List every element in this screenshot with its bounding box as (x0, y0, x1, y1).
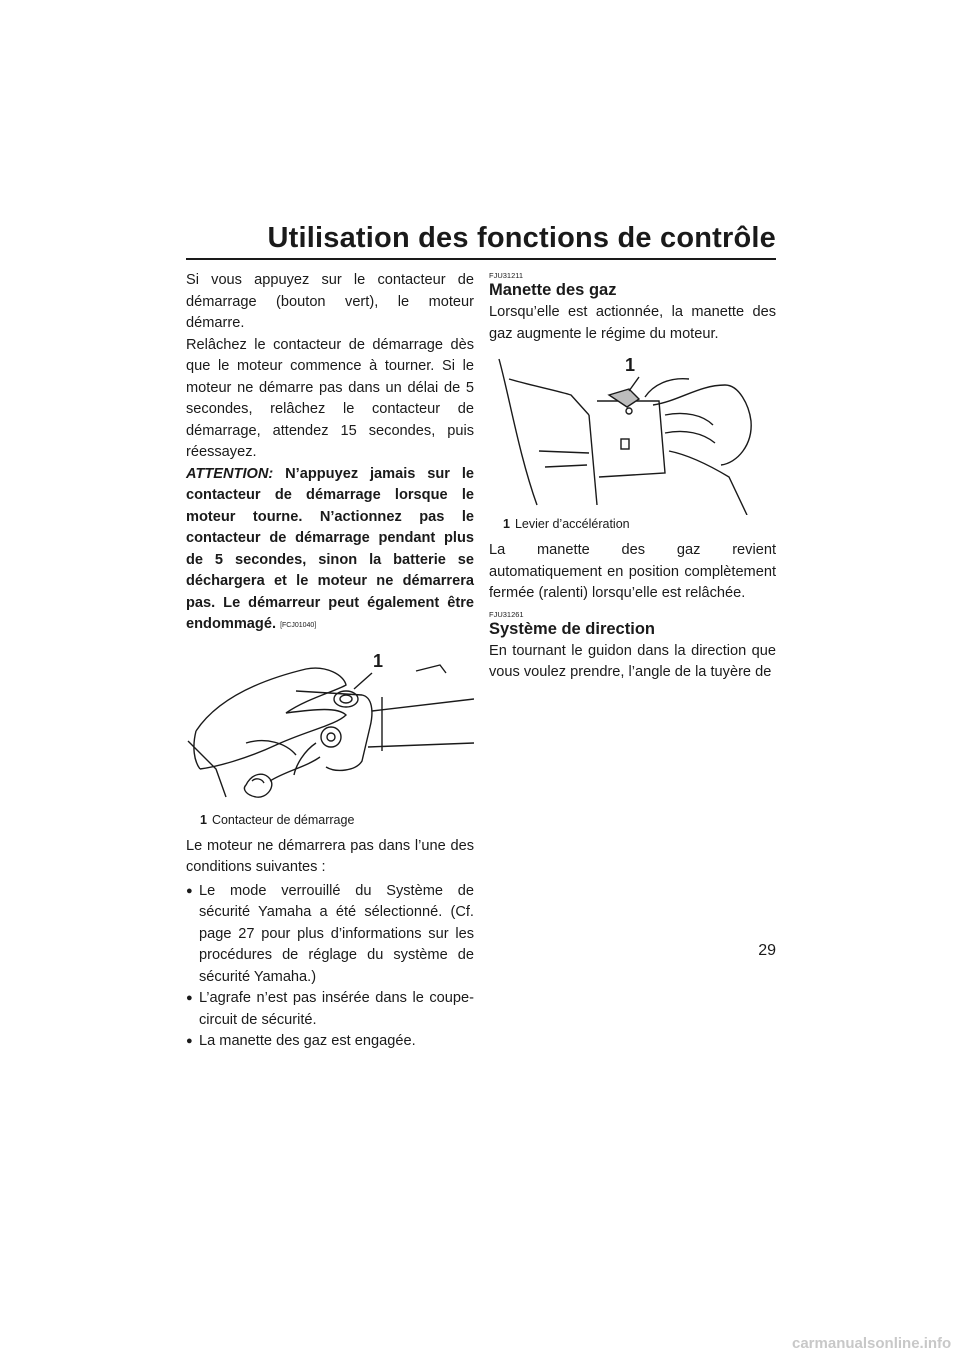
figure-throttle-lever (489, 355, 776, 532)
conditions-list (186, 881, 474, 1053)
start-switch-illustration (186, 651, 474, 811)
section-title-steering: Système de direction (489, 619, 655, 638)
figure2-caption-text: Levier d’accélération (514, 517, 630, 531)
intro-paragraph: Si vous appuyez sur le contacteur de démarrage (bouton vert), le moteur démarre. (186, 272, 474, 331)
section-code-throttle: FJU31211 (489, 271, 524, 280)
page-number: 29 (758, 942, 776, 959)
throttle-return-paragraph: La manette des gaz revient automatiquement en position complètement fermée (ralenti) lorsqu’elle est relâchée. (489, 542, 776, 601)
attention-code: [FCJ01040] (280, 622, 317, 629)
throttle-paragraph: Lorsqu’elle est actionnée, la manette des gaz augmente le régime du moteur. (489, 304, 776, 342)
figure2-callout: 1 (625, 355, 636, 375)
conditions-paragraph: Le moteur ne démarrera pas dans l’une des conditions suivantes : (186, 837, 474, 875)
figure-start-switch (186, 651, 474, 828)
section-code-steering: FJU31261 (489, 609, 524, 619)
section-title-throttle: Manette des gaz (489, 281, 617, 299)
figure1-caption-text: Contacteur de démarrage (211, 812, 355, 827)
figure1-callout: 1 (373, 650, 384, 671)
attention-block (186, 464, 474, 637)
figure2-caption-number: 1 (503, 517, 510, 531)
figure1-caption (200, 813, 474, 828)
left-column (186, 270, 474, 1053)
title-rule (186, 258, 776, 260)
attention-label: ATTENTION: (186, 465, 274, 482)
list-item: ● La manette des gaz est engagée. (186, 1031, 474, 1053)
right-column (489, 272, 776, 684)
steering-paragraph: En tournant le guidon dans la direction que vous voulez prendre, l’angle de la tuyère de (489, 642, 776, 680)
list-item: ● Le mode verrouillé du Système de sécurité Yamaha a été sélectionné. (Cf. page 27 pour plus d’informations sur les procédures de réglage du système de sécurité Yamaha.) (186, 881, 474, 989)
watermark: carmanualsonline.info (792, 1335, 952, 1352)
throttle-lever-illustration (489, 355, 776, 515)
attention-text: N’appuyez jamais sur le contacteur de démarrage lorsque le moteur tourne. N’actionnez pas le contacteur de démarrage pendant plus de 5 secondes, sinon la batterie se déchargera et le moteur ne démarrera pas. Le démarreur peut également être endommagé. (186, 465, 474, 632)
figure2-caption (503, 517, 776, 532)
list-item: ● L’agrafe n’est pas insérée dans le coupe-circuit de sécurité. (186, 988, 474, 1031)
page-title: Utilisation des fonctions de contrôle (267, 222, 776, 254)
figure1-caption-number: 1 (200, 812, 207, 827)
release-paragraph: Relâchez le contacteur de démarrage dès que le moteur commence à tourner. Si le moteur ne démarre pas dans un délai de 5 secondes, relâchez le contacteur de démarrage, attendez 15 secondes, puis réessayez. (186, 336, 474, 460)
